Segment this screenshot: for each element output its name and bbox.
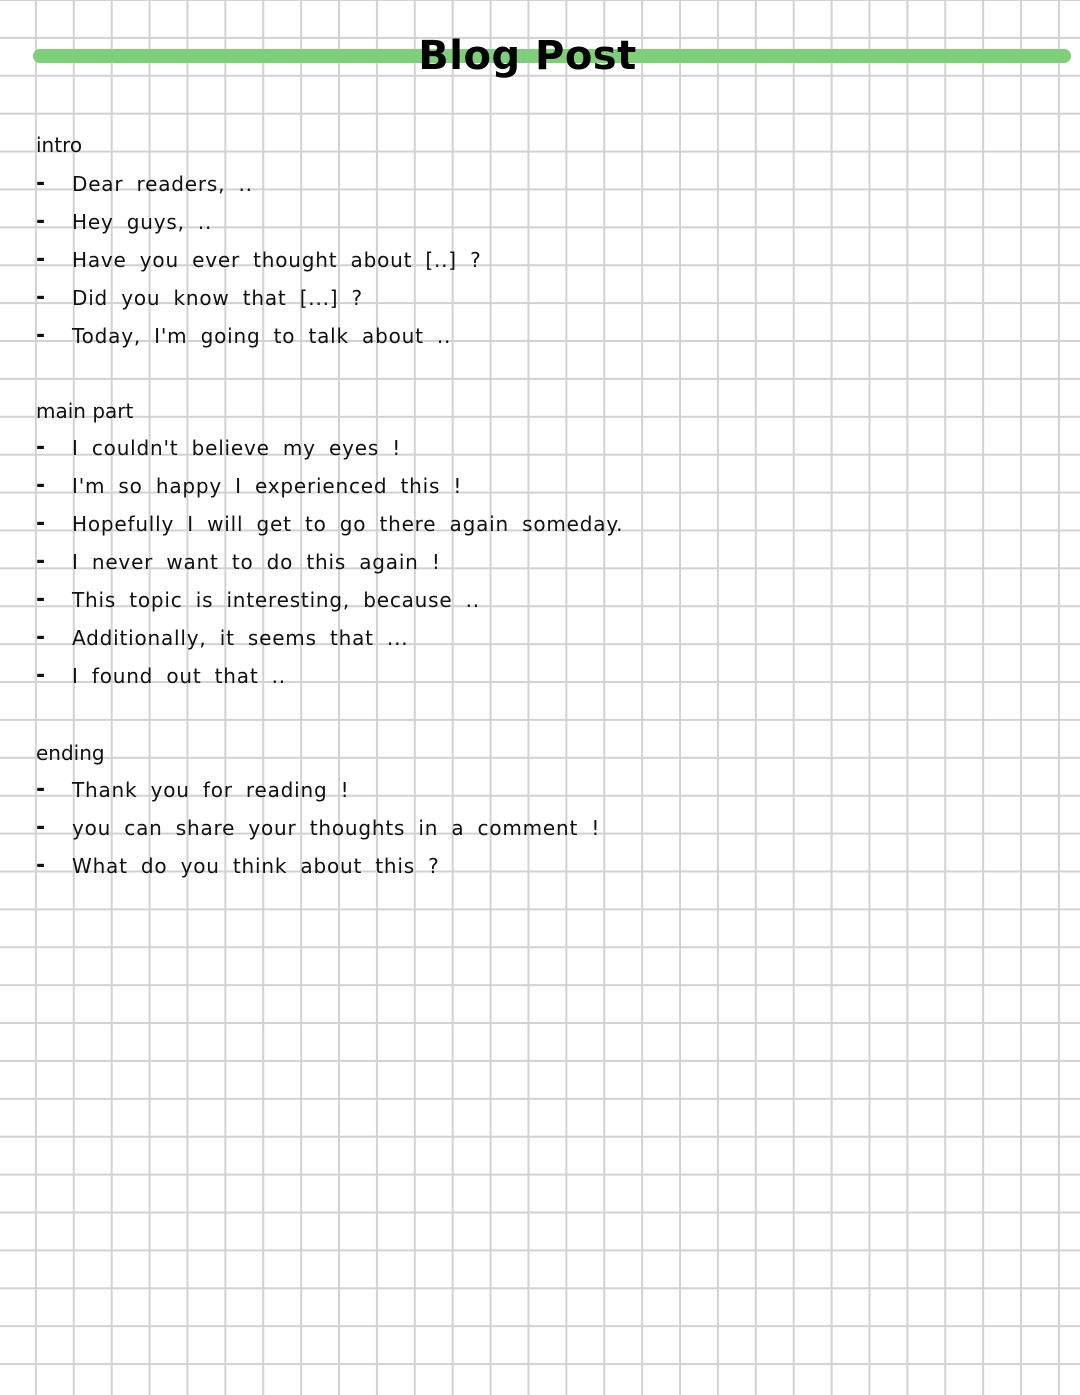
bullet-dash: -	[36, 663, 46, 688]
bullet-dash: -	[36, 815, 46, 840]
list-item-text: Thank you for reading !	[72, 778, 350, 802]
list-item-text: Have you ever thought about [..] ?	[72, 248, 482, 272]
bullet-dash: -	[36, 549, 46, 574]
bullet-dash: -	[36, 777, 46, 802]
list-item-text: I found out that ..	[72, 664, 286, 688]
list-item-text: This topic is interesting, because ..	[72, 588, 480, 612]
list-item-text: you can share your thoughts in a comment !	[72, 816, 601, 840]
bullet-dash: -	[36, 473, 46, 498]
bullet-dash: -	[36, 625, 46, 650]
list-item-text: Hey guys, ..	[72, 210, 213, 234]
list-item-text: What do you think about this ?	[72, 854, 440, 878]
list-item-text: I couldn't believe my eyes !	[72, 436, 402, 460]
bullet-dash: -	[36, 209, 46, 234]
list-item-text: Hopefully I will get to go there again someday.	[72, 512, 624, 536]
bullet-dash: -	[36, 323, 46, 348]
list-item-text: I'm so happy I experienced this !	[72, 474, 463, 498]
list-item-text: I never want to do this again !	[72, 550, 441, 574]
list-item-text: Did you know that [...] ?	[72, 286, 363, 310]
section-heading: main part	[36, 399, 134, 423]
list-item-text: Today, I'm going to talk about ..	[72, 324, 452, 348]
section-heading: ending	[36, 741, 105, 765]
bullet-dash: -	[36, 853, 46, 878]
section-heading: intro	[36, 133, 83, 157]
bullet-dash: -	[36, 171, 46, 196]
bullet-dash: -	[36, 587, 46, 612]
page-title: Blog Post	[418, 33, 637, 79]
bullet-dash: -	[36, 511, 46, 536]
bullet-dash: -	[36, 435, 46, 460]
bullet-dash: -	[36, 247, 46, 272]
bullet-dash: -	[36, 285, 46, 310]
list-item-text: Dear readers, ..	[72, 172, 253, 196]
list-item-text: Additionally, it seems that ...	[72, 626, 409, 650]
